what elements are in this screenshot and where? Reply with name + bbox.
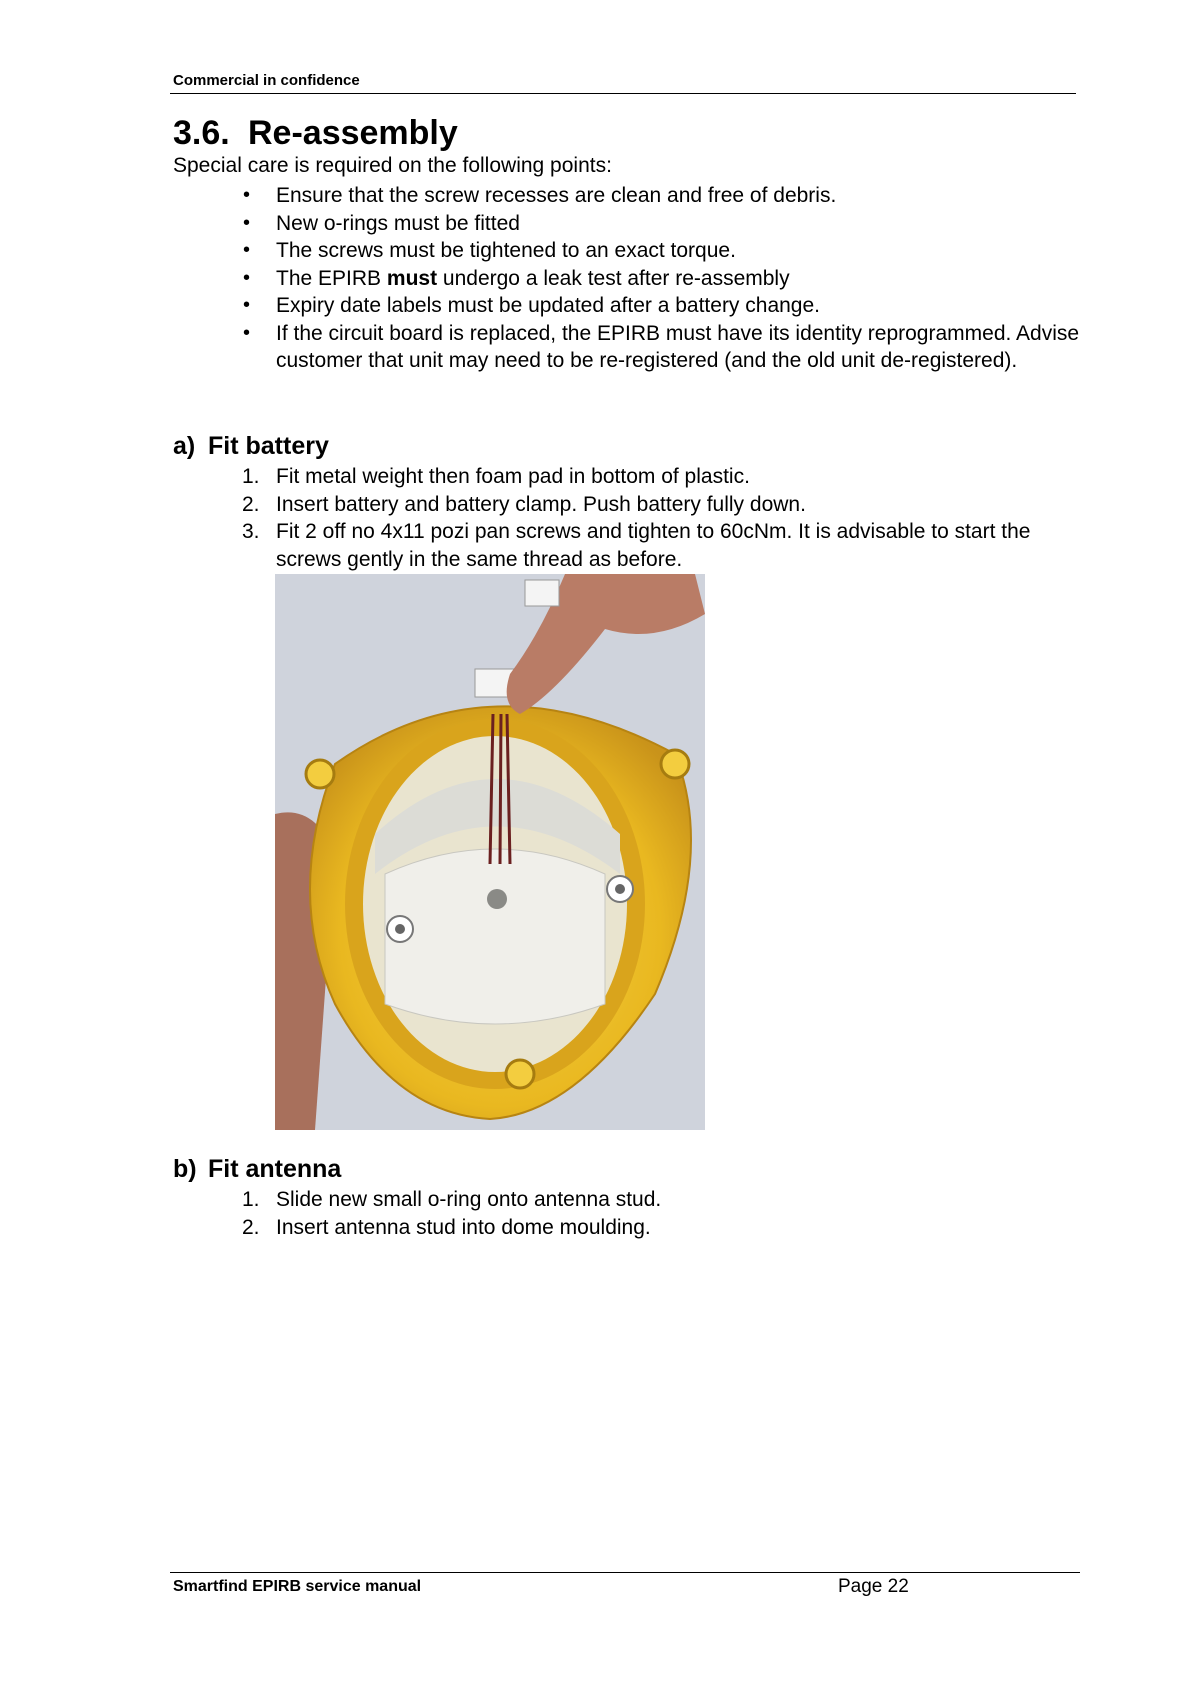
subheading-letter: b) [173, 1155, 197, 1183]
list-item-text: Expiry date labels must be updated after a battery change. [276, 294, 821, 317]
mount-hole-bottom [506, 1060, 534, 1088]
bullet-icon: • [243, 294, 251, 316]
photo-illustration [275, 574, 705, 1130]
subheading-fit-battery [173, 431, 329, 461]
bullet-icon: • [243, 266, 251, 289]
fit-antenna-steps [0, 1186, 1076, 1241]
list-item-text: If the circuit board is replaced, the EPIRB must have its identity reprogrammed. Advise customer that unit may need to be re-registered (and the old unit de-registered). [276, 321, 1080, 372]
list-item-text-pre: The EPIRB [276, 266, 387, 290]
list-item [0, 518, 1076, 573]
section-title-text: Re-assembly [248, 114, 458, 152]
step-text: Slide new small o-ring onto antenna stud. [276, 1188, 662, 1211]
list-item [0, 237, 1086, 265]
step-number: 2. [242, 1215, 260, 1239]
step-number: 1. [242, 1188, 260, 1211]
bullet-icon: • [243, 321, 251, 344]
step-text: Fit 2 off no 4x11 pozi pan screws and tighten to 60cNm. It is advisable to start the screws gently in the same thread as before. [276, 520, 1031, 571]
mount-hole-left [306, 760, 334, 788]
list-item [0, 320, 1086, 375]
step-number: 1. [242, 465, 260, 488]
list-item-text-post: undergo a leak test after re-assembly [437, 266, 790, 290]
fit-battery-steps [0, 463, 1076, 573]
list-item [0, 1186, 1076, 1214]
section-title [173, 113, 458, 153]
step-text: Fit metal weight then foam pad in bottom of plastic. [276, 465, 750, 488]
list-item [0, 292, 1086, 320]
bullet-icon: • [243, 239, 251, 261]
plug-connector [525, 580, 559, 606]
list-item-text: Ensure that the screw recesses are clean and free of debris. [276, 184, 837, 207]
emphasis-must: must [386, 266, 438, 290]
list-item [0, 265, 1086, 293]
list-item [0, 491, 1076, 519]
subheading-fit-antenna [173, 1154, 341, 1184]
centre-hole [487, 889, 507, 909]
screw-right-head [615, 884, 625, 894]
list-item-text: New o-rings must be fitted [276, 211, 520, 235]
subheading-text: Fit battery [208, 432, 329, 460]
footer-divider [170, 1572, 1080, 1573]
list-item [0, 463, 1076, 491]
care-points-list [0, 182, 1086, 375]
bullet-icon: • [243, 184, 251, 206]
step-text: Insert battery and battery clamp. Push battery fully down. [276, 492, 806, 516]
step-number: 2. [242, 492, 260, 516]
header-divider [170, 93, 1076, 94]
section-number: 3.6. [173, 114, 230, 152]
subheading-letter: a) [173, 432, 196, 460]
subheading-text: Fit antenna [208, 1155, 342, 1183]
footer-manual-title: Smartfind EPIRB service manual [173, 1578, 422, 1595]
battery-fitting-photo [275, 574, 705, 1130]
step-text: Insert antenna stud into dome moulding. [276, 1215, 651, 1239]
list-item-text: The screws must be tightened to an exact torque. [276, 239, 736, 262]
list-item [0, 1214, 1076, 1242]
list-item [0, 210, 1086, 238]
page-number: Page 22 [838, 1576, 909, 1597]
mount-hole-right [661, 750, 689, 778]
foam-pad [385, 849, 605, 1024]
step-number: 3. [242, 520, 260, 543]
intro-text: Special care is required on the following points: [173, 154, 612, 177]
bullet-icon: • [243, 211, 251, 234]
screw-left-head [395, 924, 405, 934]
list-item [0, 182, 1086, 210]
page-header: Commercial in confidence [173, 72, 360, 89]
